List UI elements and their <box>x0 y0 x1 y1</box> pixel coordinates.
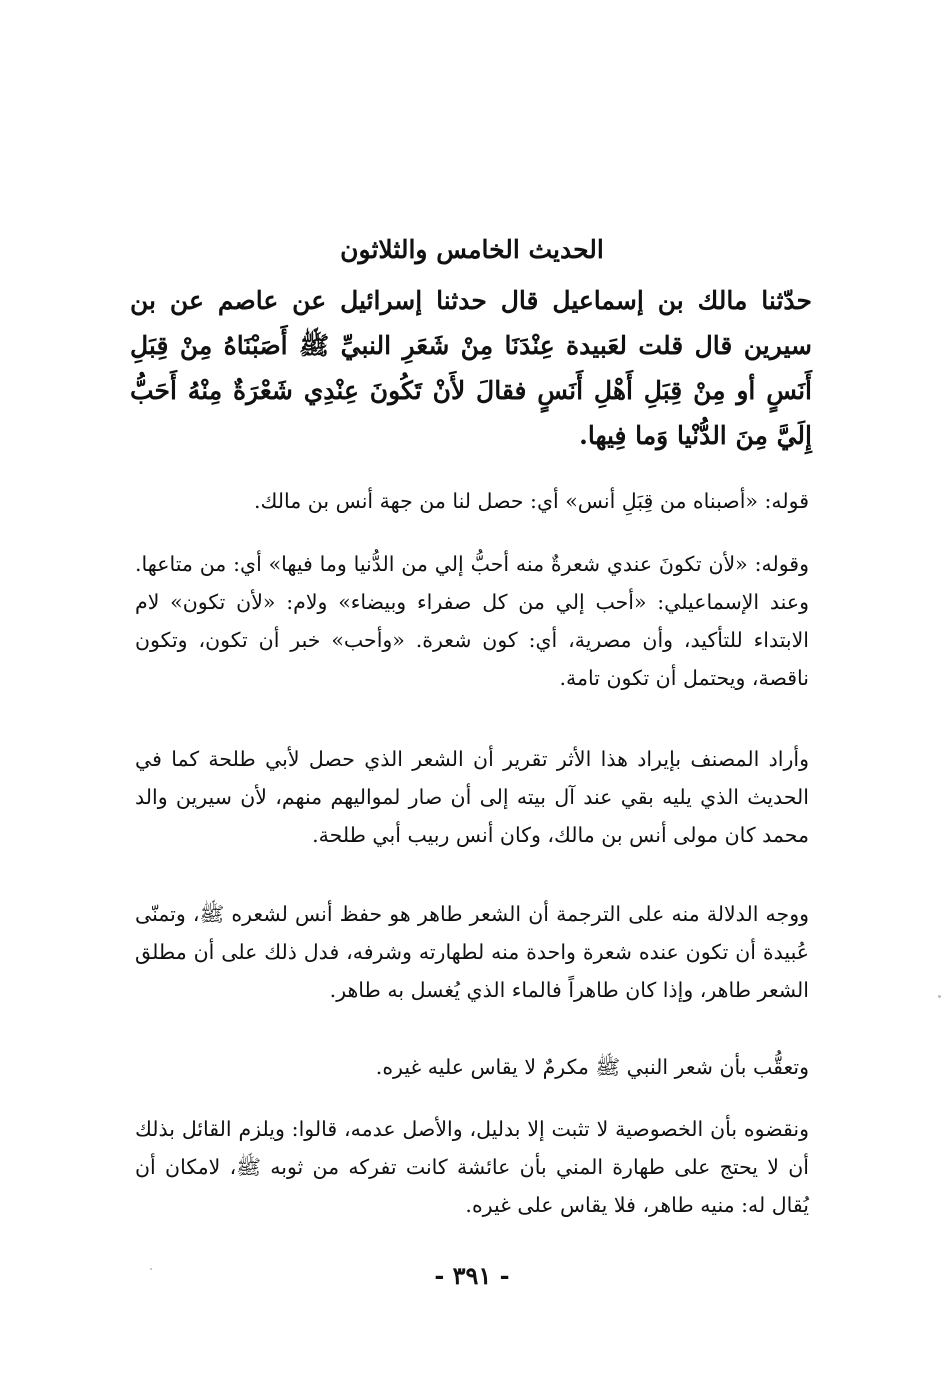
hadith-text: حدّثنا مالك بن إسماعيل قال حدثنا إسرائيل عن عاصم عن بن سيرين قال قلت لعَبيدة عِنْدَنَا مِنْ شَعَرِ النبيِّ ﷺ أَصَبْنَاهُ مِنْ قِبَلِ أَنَسٍ أو مِنْ قِبَلِ أَهْلِ أَنَسٍ فقالَ لأَنْ تَكُونَ عِنْدِي شَعْرَةٌ مِنْهُ أَحَبُّ إِلَيَّ مِنَ الدُّنْيا وَما فِيها. <box>130 286 812 450</box>
commentary-paragraph-5: وتعقُّب بأن شعر النبي ﷺ مكرمٌ لا يقاس عليه غيره. <box>375 1055 809 1079</box>
commentary-paragraph-6: ونقضوه بأن الخصوصية لا تثبت إلا بدليل، والأصل عدمه، قالوا: ويلزم القائل بذلك أن لا يحتج على طهارة المني بأن عائشة كانت تفركه من ثوبه ﷺ، لامكان أن يُقال له: منيه طاهر، فلا يقاس على غيره. <box>135 1117 809 1217</box>
commentary-paragraph-4: ووجه الدلالة منه على الترجمة أن الشعر طاهر هو حفظ أنس لشعره ﷺ، وتمنّى عُبيدة أن تكون عنده شعرة واحدة منه لطهارته وشرفه، فدل ذلك على أن مطلق الشعر طاهر، وإذا كان طاهراً فالماء الذي يُغسل به طاهر. <box>135 902 809 1002</box>
commentary-paragraph-1: قوله: «أصبناه من قِبَلِ أنس» أي: حصل لنا من جهة أنس بن مالك. <box>253 489 809 513</box>
chapter-heading: الحديث الخامس والثلاثون <box>340 235 604 264</box>
commentary-paragraph-2: وقوله: «لأن تكونَ عندي شعرةٌ منه أحبُّ إلي من الدُّنيا وما فيها» أي: من متاعها. وعند الإسماعيلي: «أحب إلي من كل صفراء وبيضاء» ولام: «لأن تكون» لام الابتداء للتأكيد، وأن مصرية، أي: كون شعرة. «وأحب» خبر أن تكون، وتكون ناقصة، ويحتمل أن تكون تامة. <box>135 552 809 690</box>
scan-speck <box>150 1268 152 1270</box>
commentary-paragraph-3: وأراد المصنف بإيراد هذا الأثر تقرير أن الشعر الذي حصل لأبي طلحة كما في الحديث الذي يليه بقي عند آل بيته إلى أن صار لمواليهم منهم، لأن سيرين والد محمد كان مولى أنس بن مالك، وكان أنس ربيب أبي طلحة. <box>135 747 809 847</box>
page-number: - ٣٩١ - <box>434 1261 510 1290</box>
scan-speck <box>938 995 941 998</box>
